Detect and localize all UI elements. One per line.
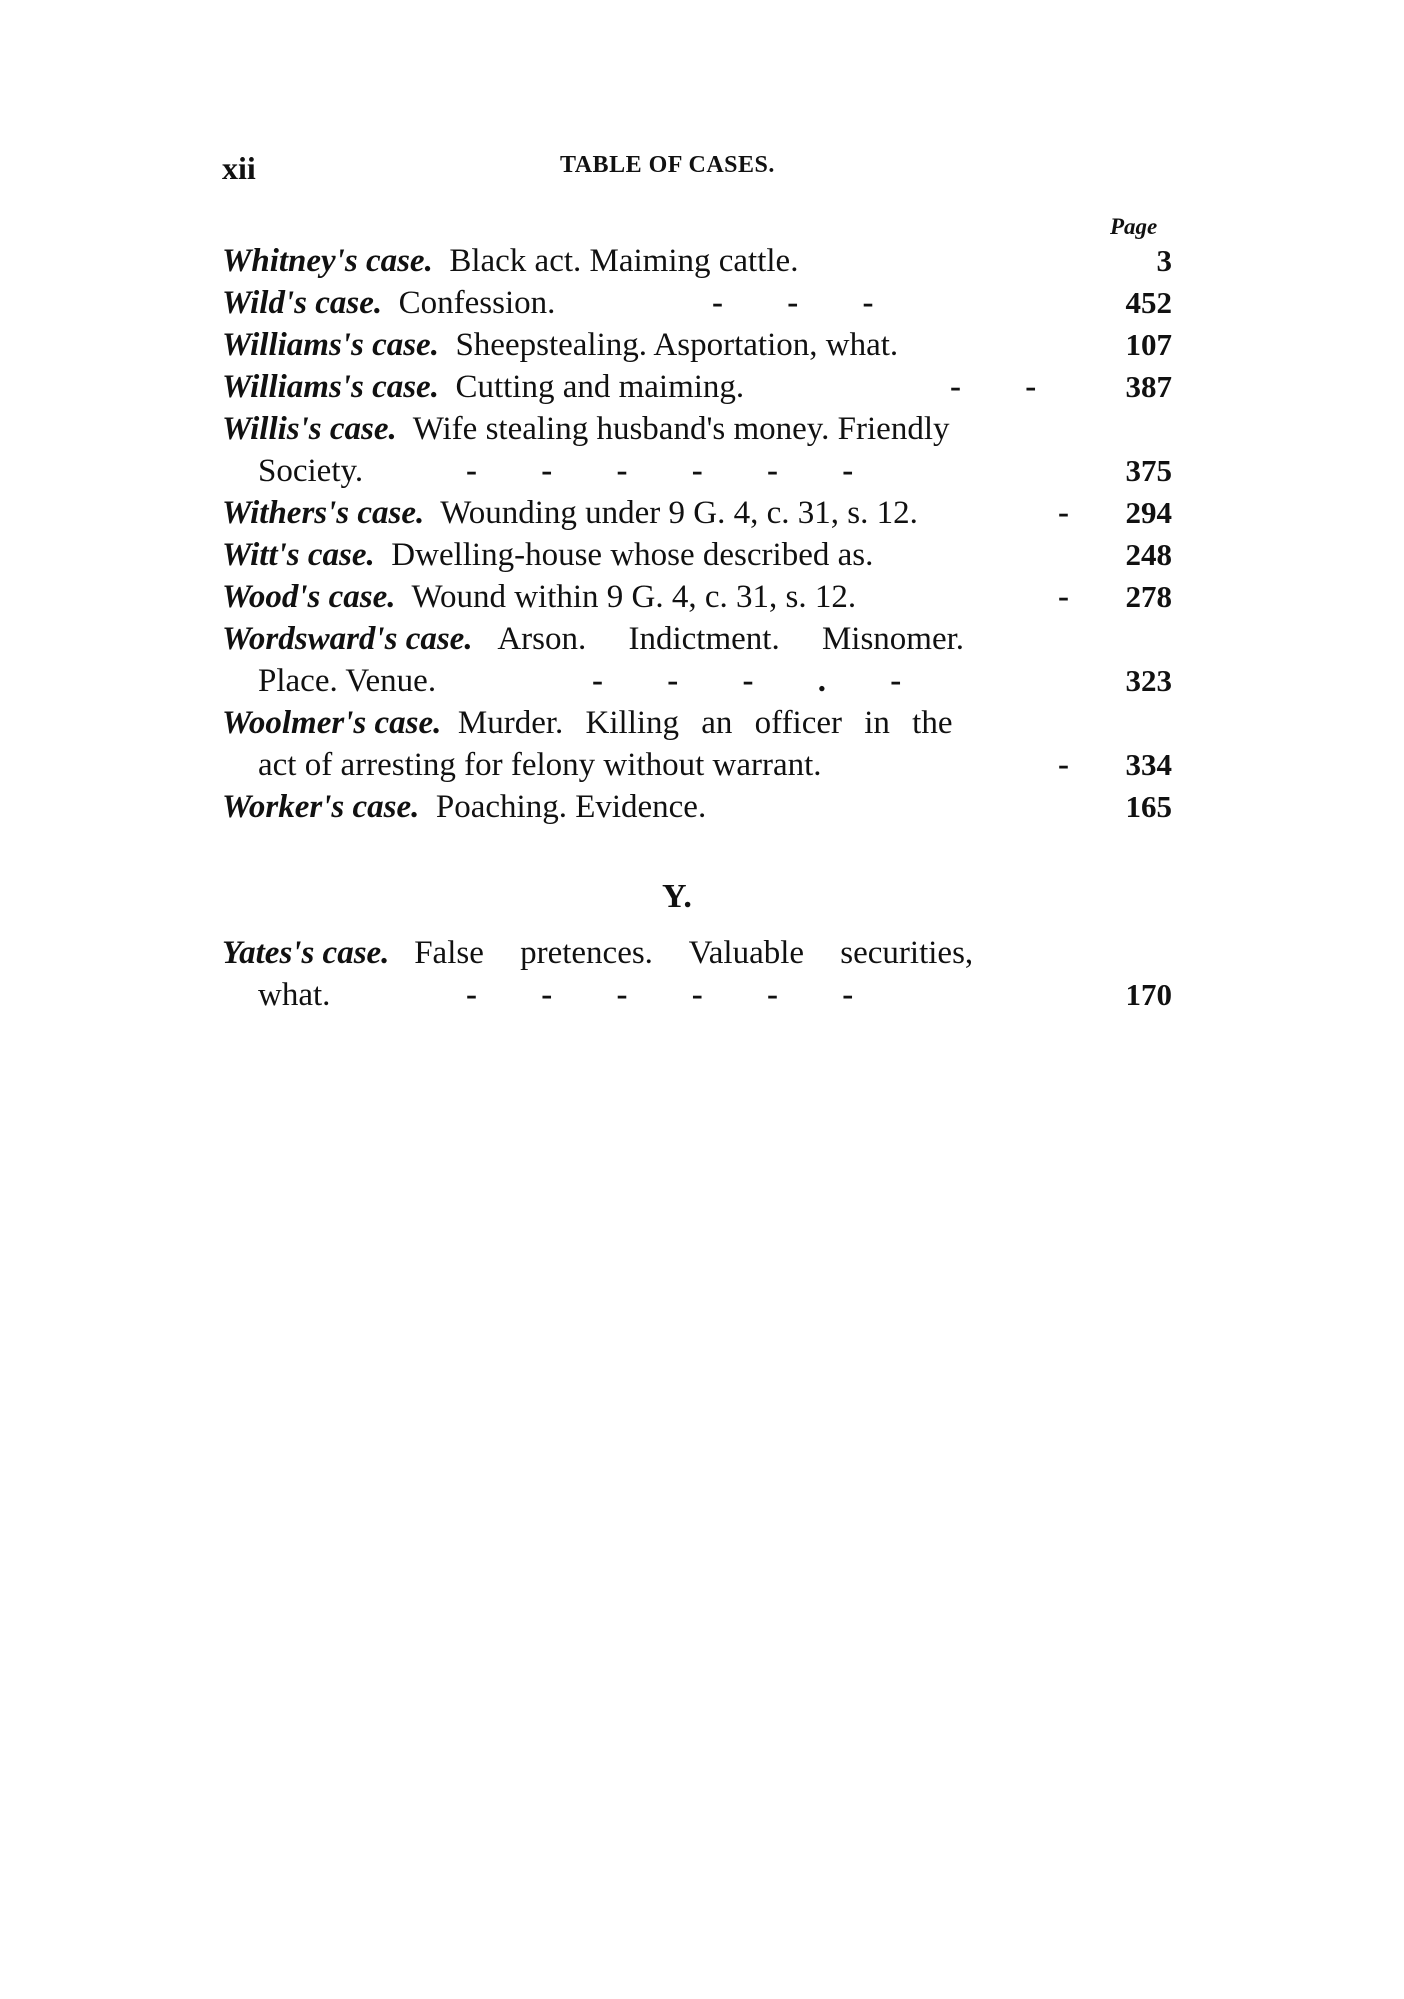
leader-dots: - - - - - - (466, 977, 854, 1013)
page-column-header: Page (1110, 214, 1158, 239)
case-entry (222, 702, 1172, 786)
page-reference: 375 (1125, 453, 1172, 488)
entry-line (222, 240, 798, 282)
page-reference: 170 (1125, 977, 1172, 1012)
page-reference: 248 (1125, 537, 1172, 572)
case-entry (222, 408, 1172, 492)
case-name: Witt's case. (222, 537, 375, 573)
page-reference: 165 (1125, 789, 1172, 824)
case-name: Woolmer's case. (222, 705, 442, 741)
case-description: Sheepstealing. Asportation, what. (455, 327, 899, 363)
entry-line (222, 408, 950, 450)
leader-dots: - (1058, 579, 1069, 615)
leader-dots: - - - - - - (466, 453, 854, 489)
page-reference: 278 (1125, 579, 1172, 614)
leader-dots: - - (950, 369, 1037, 405)
case-name: Whitney's case. (222, 243, 433, 279)
entry-line (222, 932, 973, 974)
page-reference: 294 (1125, 495, 1172, 530)
page-reference: 3 (1156, 243, 1172, 278)
entry-continuation-line: act of arresting for felony without warrant. (258, 747, 822, 783)
case-description: Black act. Maiming cattle. (449, 243, 799, 279)
section-letter-heading: Y. (662, 878, 692, 915)
case-name: Wood's case. (222, 579, 396, 615)
case-name: Willis's case. (222, 411, 397, 447)
page-reference: 452 (1125, 285, 1172, 320)
case-name: Yates's case. (222, 935, 390, 971)
case-description: Murder. Killing an officer in the (457, 705, 953, 741)
case-name: Wordsward's case. (222, 621, 473, 657)
entry-line (222, 324, 898, 366)
entry-line (222, 534, 873, 576)
page-reference: 387 (1125, 369, 1172, 404)
page-reference: 334 (1125, 747, 1172, 782)
case-name: Worker's case. (222, 789, 420, 825)
case-entry (222, 786, 1172, 870)
case-description: Dwelling-house whose described as. (391, 537, 874, 573)
case-name: Williams's case. (222, 369, 439, 405)
page-reference: 107 (1125, 327, 1172, 362)
entry-continuation-line: Place. Venue. (258, 663, 437, 699)
running-head-title: TABLE OF CASES. (560, 152, 775, 178)
leader-dots: - (1058, 495, 1069, 531)
case-description: Wound within 9 G. 4, c. 31, s. 12. (411, 579, 857, 615)
case-description: Arson. Indictment. Misnomer. (497, 621, 965, 657)
leader-dots: - - - . - (592, 663, 902, 699)
entry-line (222, 492, 918, 534)
entry-line (222, 366, 744, 408)
case-description: Poaching. Evidence. (435, 789, 707, 825)
entry-line (222, 282, 555, 324)
case-name: Wild's case. (222, 285, 383, 321)
entry-line (222, 702, 953, 744)
case-description: Wife stealing husband's money. Friendly (412, 411, 950, 447)
case-entry (222, 932, 1172, 1016)
page-number: xii (222, 150, 256, 186)
entry-line (222, 786, 706, 828)
case-name: Williams's case. (222, 327, 439, 363)
entry-continuation-line: Society. (258, 453, 364, 489)
entry-line (222, 576, 856, 618)
case-entry (222, 618, 1172, 702)
leader-dots: - (1058, 747, 1069, 783)
case-description: Cutting and maiming. (455, 369, 745, 405)
entry-line (222, 618, 964, 660)
case-name: Withers's case. (222, 495, 425, 531)
page-reference: 323 (1125, 663, 1172, 698)
case-description: False pretences. Valuable securities, (414, 935, 974, 971)
case-description: Wounding under 9 G. 4, c. 31, s. 12. (440, 495, 918, 531)
entry-continuation-line: what. (258, 977, 331, 1013)
case-description: Confession. (398, 285, 556, 321)
leader-dots: - - - (712, 285, 874, 321)
